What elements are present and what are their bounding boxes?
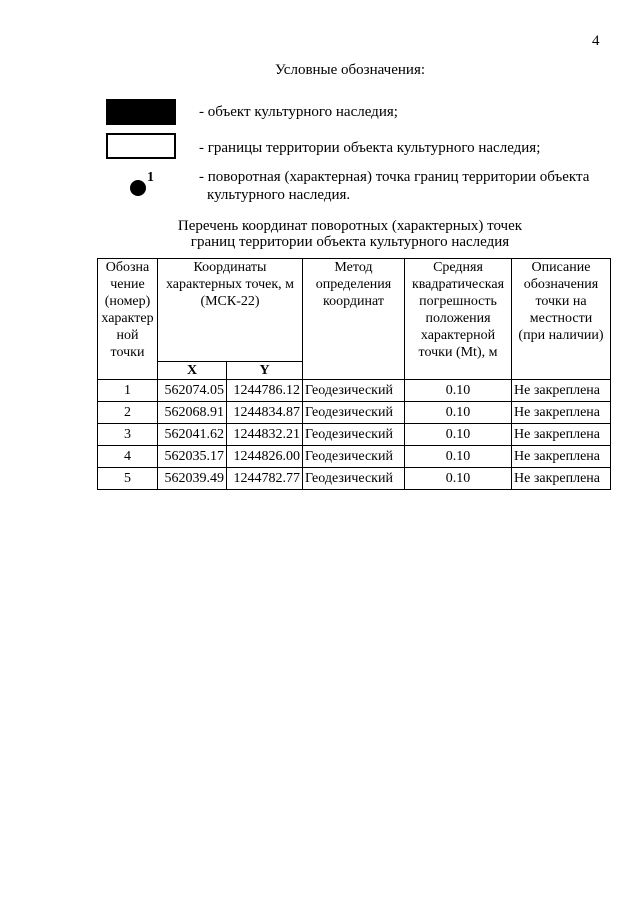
y-coordinate-cell: 1244826.00 [227,446,303,468]
table-title-line1: Перечень координат поворотных (характерных) точек [177,218,523,234]
method-cell: Геодезический [303,424,405,446]
table-title-line2: границ территории объекта культурного наследия [190,234,510,250]
header-x: X [158,362,227,380]
table-row [98,402,611,424]
x-coordinate-cell: 562035.17 [158,446,227,468]
x-coordinate-cell: 562039.49 [158,468,227,490]
method-cell: Геодезический [303,446,405,468]
description-cell: Не закреплена [512,468,611,490]
point-number-cell: 5 [98,468,158,490]
y-coordinate-cell: 1244786.12 [227,380,303,402]
method-cell: Геодезический [303,402,405,424]
x-coordinate-cell: 562068.91 [158,402,227,424]
table-title [0,218,640,250]
description-cell: Не закреплена [512,402,611,424]
table-row [98,424,611,446]
legend-title: Условные обозначения: [274,62,426,78]
legend-item-turning-point-line1: - поворотная (характерная) точка границ территории объекта [199,169,590,185]
cultural-heritage-object-symbol [106,99,176,125]
table-row [98,446,611,468]
header-method: Метод определения координат [303,259,405,380]
y-coordinate-cell: 1244832.21 [227,424,303,446]
description-cell: Не закреплена [512,424,611,446]
method-cell: Геодезический [303,468,405,490]
page-number: 4 [592,33,600,49]
point-number-cell: 4 [98,446,158,468]
table-body [98,380,611,490]
error-cell: 0.10 [405,446,512,468]
table-header-row [98,259,611,362]
turning-point-dot-icon [130,180,146,196]
y-coordinate-cell: 1244834.87 [227,402,303,424]
table-row [98,380,611,402]
turning-point-dot-label: 1 [147,170,154,185]
header-coordinates: Координаты характерных точек, м (МСК-22) [158,259,303,362]
x-coordinate-cell: 562074.05 [158,380,227,402]
table-row [98,468,611,490]
header-y: Y [227,362,303,380]
header-error: Средняя квадратическая погрешность положения характерной точки (Mt), м [405,259,512,380]
description-cell: Не закреплена [512,380,611,402]
x-coordinate-cell: 562041.62 [158,424,227,446]
coordinates-table [97,258,611,490]
header-point-number: Обозна чение (номер) характер ной точки [98,259,158,380]
legend-item-territory-boundary: - границы территории объекта культурного наследия; [199,140,541,156]
method-cell: Геодезический [303,380,405,402]
y-coordinate-cell: 1244782.77 [227,468,303,490]
point-number-cell: 2 [98,402,158,424]
point-number-cell: 3 [98,424,158,446]
description-cell: Не закреплена [512,446,611,468]
point-number-cell: 1 [98,380,158,402]
error-cell: 0.10 [405,402,512,424]
error-cell: 0.10 [405,424,512,446]
legend-item-turning-point-line2: культурного наследия. [207,187,351,203]
error-cell: 0.10 [405,380,512,402]
header-description: Описание обозначения точки на местности (при наличии) [512,259,611,380]
legend-item-heritage-object: - объект культурного наследия; [199,104,398,120]
error-cell: 0.10 [405,468,512,490]
territory-boundary-symbol [106,133,176,159]
